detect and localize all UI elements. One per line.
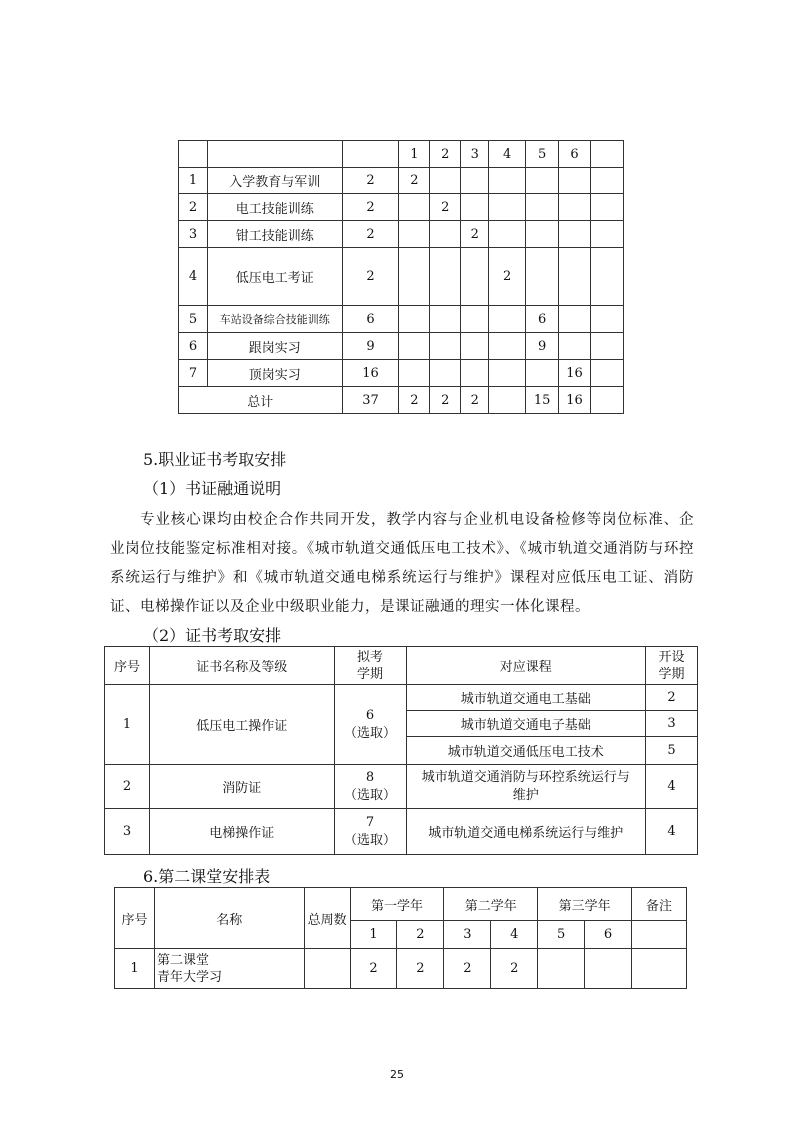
table-row xyxy=(105,809,698,855)
week-header: 6 xyxy=(559,141,591,168)
course-name: 城市轨道交通消防与环控系统运行与 维护 xyxy=(406,765,646,809)
table-header-row xyxy=(179,141,624,168)
open-term: 5 xyxy=(646,737,698,765)
row-number: 1 xyxy=(105,685,150,765)
row-number: 6 xyxy=(179,333,208,360)
week-cell xyxy=(430,248,461,306)
column-header: 名称 xyxy=(154,888,304,949)
total-weeks: 16 xyxy=(342,360,399,387)
week-cell xyxy=(461,360,489,387)
term-header: 3 xyxy=(444,921,491,949)
week-cell: 16 xyxy=(559,360,591,387)
term-cell xyxy=(538,949,585,989)
practice-schedule-table xyxy=(178,140,624,414)
week-cell xyxy=(399,360,430,387)
week-header: 4 xyxy=(489,141,526,168)
week-cell xyxy=(559,168,591,194)
week-header: 2 xyxy=(430,141,461,168)
week-cell xyxy=(399,306,430,333)
exam-term: 7 （选取） xyxy=(334,809,406,855)
table-total-row xyxy=(179,387,624,414)
week-cell xyxy=(489,360,526,387)
row-number: 1 xyxy=(179,168,208,194)
table-row xyxy=(179,168,624,194)
week-cell xyxy=(489,194,526,221)
row-number: 4 xyxy=(179,248,208,306)
total-weeks: 2 xyxy=(342,168,399,194)
course-name: 低压电工考证 xyxy=(207,248,342,306)
activity-name: 第二课堂 青年大学习 xyxy=(154,949,304,989)
exam-term: 6 （选取） xyxy=(334,685,406,765)
term-header: 5 xyxy=(538,921,585,949)
course-name: 城市轨道交通电子基础 xyxy=(406,711,646,737)
column-header: 第一学年 xyxy=(350,888,444,921)
term-header: 4 xyxy=(491,921,538,949)
total-label: 总计 xyxy=(179,387,343,414)
column-header: 拟考 学期 xyxy=(334,647,406,685)
certificate-name: 消防证 xyxy=(149,765,334,809)
term-cell: 2 xyxy=(397,949,444,989)
column-header: 开设 学期 xyxy=(646,647,698,685)
table-row xyxy=(179,221,624,248)
course-name: 城市轨道交通电梯系统运行与维护 xyxy=(406,809,646,855)
course-name: 车站设备综合技能训练 xyxy=(207,306,342,333)
week-cell xyxy=(526,221,559,248)
total-weeks: 6 xyxy=(342,306,399,333)
table-header-row xyxy=(115,888,687,921)
week-cell xyxy=(489,387,526,414)
column-header: 第三学年 xyxy=(538,888,632,921)
table-row xyxy=(105,765,698,809)
term-cell: 2 xyxy=(350,949,397,989)
term-header: 6 xyxy=(585,921,632,949)
table-row xyxy=(179,333,624,360)
table-row xyxy=(105,685,698,711)
term-header: 2 xyxy=(397,921,444,949)
subsection-heading: （1）书证融通说明 xyxy=(143,479,282,498)
certificate-name: 电梯操作证 xyxy=(149,809,334,855)
week-cell xyxy=(489,306,526,333)
week-cell xyxy=(526,168,559,194)
table-row xyxy=(179,248,624,306)
column-header: 证书名称及等级 xyxy=(149,647,334,685)
section-heading: 5.职业证书考取安排 xyxy=(143,450,287,469)
week-cell xyxy=(461,333,489,360)
week-cell xyxy=(461,248,489,306)
row-number: 3 xyxy=(179,221,208,248)
row-number: 3 xyxy=(105,809,150,855)
week-cell xyxy=(559,248,591,306)
week-cell xyxy=(461,194,489,221)
term-cell: 2 xyxy=(491,949,538,989)
table-row xyxy=(115,949,687,989)
week-cell xyxy=(559,221,591,248)
total-weeks: 37 xyxy=(342,387,399,414)
week-cell: 2 xyxy=(430,194,461,221)
week-cell xyxy=(461,168,489,194)
week-cell xyxy=(489,333,526,360)
week-cell xyxy=(489,168,526,194)
week-cell xyxy=(430,333,461,360)
week-cell xyxy=(430,168,461,194)
week-cell: 2 xyxy=(399,387,430,414)
table-row xyxy=(179,306,624,333)
week-cell: 2 xyxy=(461,387,489,414)
week-cell: 6 xyxy=(526,306,559,333)
week-cell xyxy=(526,194,559,221)
week-cell xyxy=(399,221,430,248)
course-name: 城市轨道交通低压电工技术 xyxy=(406,737,646,765)
term-header: 1 xyxy=(350,921,397,949)
table-header-row xyxy=(105,647,698,685)
week-cell xyxy=(399,333,430,360)
week-cell xyxy=(461,306,489,333)
row-number: 2 xyxy=(179,194,208,221)
second-classroom-table xyxy=(114,887,687,989)
week-cell: 16 xyxy=(559,387,591,414)
certificate-name: 低压电工操作证 xyxy=(149,685,334,765)
column-header: 对应课程 xyxy=(406,647,646,685)
row-number: 7 xyxy=(179,360,208,387)
row-number: 1 xyxy=(115,949,155,989)
open-term: 2 xyxy=(646,685,698,711)
total-weeks: 2 xyxy=(342,221,399,248)
week-cell xyxy=(399,248,430,306)
exam-term: 8 （选取） xyxy=(334,765,406,809)
open-term: 3 xyxy=(646,711,698,737)
course-name: 电工技能训练 xyxy=(207,194,342,221)
body-paragraph: 专业核心课均由校企合作共同开发，教学内容与企业机电设备检修等岗位标准、企业岗位技能鉴定标准相对接。《城市轨道交通低压电工技术》、《城市轨道交通消防与环控系统运行与维护》和《城市轨道交通电梯系统运行与维护》课程对应低压电工证、消防证、电梯操作证以及企业中级职业能力，是课证融通的理实一体化课程。 xyxy=(110,512,694,615)
open-term: 4 xyxy=(646,809,698,855)
week-cell: 2 xyxy=(399,168,430,194)
certificate-table xyxy=(104,646,698,855)
week-cell: 9 xyxy=(526,333,559,360)
column-header: 总周数 xyxy=(304,888,350,949)
course-name: 城市轨道交通电工基础 xyxy=(406,685,646,711)
week-cell: 2 xyxy=(430,387,461,414)
table-row xyxy=(179,194,624,221)
total-weeks: 2 xyxy=(342,194,399,221)
subsection-heading: （2）证书考取安排 xyxy=(143,626,282,645)
total-weeks xyxy=(304,949,350,989)
week-header: 5 xyxy=(526,141,559,168)
total-weeks: 2 xyxy=(342,248,399,306)
week-cell: 15 xyxy=(526,387,559,414)
week-cell xyxy=(399,194,430,221)
column-header: 序号 xyxy=(105,647,150,685)
week-header: 1 xyxy=(399,141,430,168)
week-cell xyxy=(430,306,461,333)
page-number: 25 xyxy=(390,1068,404,1081)
week-cell xyxy=(526,248,559,306)
week-cell: 2 xyxy=(489,248,526,306)
table-row xyxy=(179,360,624,387)
week-cell xyxy=(430,360,461,387)
week-cell xyxy=(559,306,591,333)
course-name: 钳工技能训练 xyxy=(207,221,342,248)
week-cell xyxy=(430,221,461,248)
column-header: 备注 xyxy=(632,888,687,921)
section-heading: 6.第二课堂安排表 xyxy=(143,867,271,886)
total-weeks: 9 xyxy=(342,333,399,360)
open-term: 4 xyxy=(646,765,698,809)
week-cell xyxy=(489,221,526,248)
week-cell xyxy=(559,194,591,221)
column-header: 第二学年 xyxy=(444,888,538,921)
row-number: 5 xyxy=(179,306,208,333)
column-header: 序号 xyxy=(115,888,155,949)
course-name: 跟岗实习 xyxy=(207,333,342,360)
week-cell xyxy=(559,333,591,360)
week-cell: 2 xyxy=(461,221,489,248)
term-cell: 2 xyxy=(444,949,491,989)
course-name: 入学教育与军训 xyxy=(207,168,342,194)
course-name: 顶岗实习 xyxy=(207,360,342,387)
note-cell xyxy=(632,949,687,989)
term-cell xyxy=(585,949,632,989)
week-cell xyxy=(526,360,559,387)
week-header: 3 xyxy=(461,141,489,168)
row-number: 2 xyxy=(105,765,150,809)
